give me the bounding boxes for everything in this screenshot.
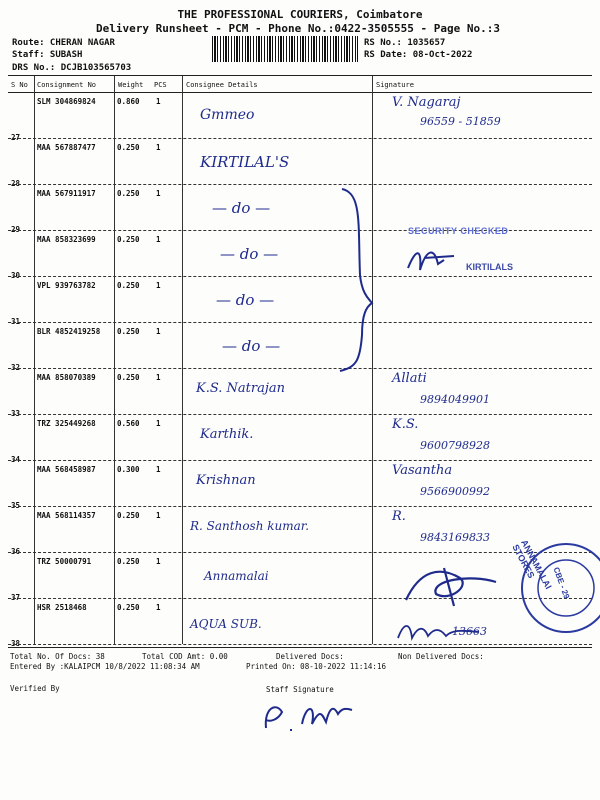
row-weight: 0.300 [117, 465, 140, 474]
header-rule-top [8, 75, 592, 76]
row-weight: 0.250 [117, 189, 140, 198]
col-sno: S No [11, 81, 28, 89]
row-pcs: 1 [156, 97, 161, 106]
kirtilals-stamp: KIRTILALS [466, 262, 513, 272]
row-pcs: 1 [156, 465, 161, 474]
row-signature: V. Nagaraj [392, 95, 461, 110]
row-pcs: 1 [156, 327, 161, 336]
security-signature [404, 240, 460, 276]
col-divider [114, 76, 115, 644]
row-divider [8, 552, 592, 553]
barcode [212, 36, 358, 62]
row-sno: 29 [11, 225, 21, 234]
row-consignment: BLR 4852419258 [37, 327, 101, 336]
delivered-docs: Delivered Docs: [276, 652, 344, 661]
row-consignee: — do — [216, 291, 275, 309]
row-sno: 32 [11, 363, 21, 372]
row-consignment: SLM 304869824 [37, 97, 96, 106]
runsheet-subtitle: Delivery Runsheet - PCM - Phone No.:0422-3505555 - Page No.:3 [96, 22, 500, 35]
row-sno: 28 [11, 179, 21, 188]
row-consignee: Karthik. [200, 427, 254, 442]
row-consignment: HSR 2518468 [37, 603, 87, 612]
row-weight: 0.560 [117, 419, 140, 428]
row-sno: 33 [11, 409, 21, 418]
row-divider [8, 184, 592, 185]
row-pcs: 1 [156, 419, 161, 428]
row-signature: Vasantha [392, 463, 453, 478]
row-pcs: 1 [156, 603, 161, 612]
row-sno: 27 [11, 133, 21, 142]
aqua-signature [394, 618, 484, 644]
staff-signature [256, 694, 366, 738]
row-consignee: — do — [212, 199, 271, 217]
row-weight: 0.250 [117, 511, 140, 520]
row-phone: 9566900992 [420, 485, 490, 498]
row-phone: 9843169833 [420, 531, 490, 544]
company-title: THE PROFESSIONAL COURIERS, Coimbatore [177, 8, 423, 21]
row-consignee: — do — [222, 337, 281, 355]
route-label: Route: CHERAN NAGAR [12, 38, 115, 48]
col-consignment: Consignment No [37, 81, 97, 89]
row-divider [8, 368, 592, 369]
row-weight: 0.860 [117, 97, 140, 106]
row-consignee: K.S. Natrajan [196, 381, 286, 396]
row-weight: 0.250 [117, 235, 140, 244]
row-consignment: TRZ 325449268 [37, 419, 96, 428]
annamalai-stamp-text: ANNAMALAI STORES [510, 538, 554, 591]
col-weight: Weight [118, 81, 144, 89]
header-rule-bottom [8, 92, 592, 93]
row-divider [8, 414, 592, 415]
cbe-stamp-text: CBE - 29 [551, 566, 572, 600]
staff-label: Staff: SUBASH [12, 50, 83, 60]
drs-label: DRS No.: DCJB103565703 [12, 63, 132, 73]
row-pcs: 1 [156, 235, 161, 244]
row-consignment: MAA 858323699 [37, 235, 96, 244]
footer-rule [8, 647, 592, 648]
row-divider [8, 460, 592, 461]
non-delivered-docs: Non Delivered Docs: [398, 652, 484, 661]
brace-mark [336, 185, 376, 375]
row-signature: K.S. [392, 417, 419, 432]
row-pcs: 1 [156, 557, 161, 566]
row-consignment: MAA 568458987 [37, 465, 96, 474]
col-divider [34, 76, 35, 644]
row-consignment: MAA 567911917 [37, 189, 96, 198]
row-consignment: MAA 858070389 [37, 373, 96, 382]
row-pcs: 1 [156, 189, 161, 198]
total-cod: Total COD Amt: 0.00 [142, 652, 228, 661]
row-consignee: R. Santhosh kumar. [190, 519, 310, 533]
row-consignee: Annamalai [204, 569, 269, 583]
row-weight: 0.250 [117, 603, 140, 612]
row-phone: 9600798928 [420, 439, 490, 452]
row-sno: 36 [11, 547, 21, 556]
row-phone: 13663 [452, 625, 487, 638]
row-sno: 38 [11, 639, 21, 648]
verified-by: Verified By [10, 684, 60, 693]
row-pcs: 1 [156, 143, 161, 152]
total-docs: Total No. Of Docs: 38 [10, 652, 105, 661]
row-consignment: MAA 567887477 [37, 143, 96, 152]
row-divider [8, 506, 592, 507]
row-sno: 37 [11, 593, 21, 602]
row-consignee: KIRTILAL'S [200, 153, 290, 171]
row-signature: Allati [392, 371, 427, 386]
row-pcs: 1 [156, 281, 161, 290]
row-weight: 0.250 [117, 327, 140, 336]
rs-date-label: RS Date: 08-Oct-2022 [364, 50, 473, 60]
row-sno: 30 [11, 271, 21, 280]
row-sno: 34 [11, 455, 21, 464]
security-stamp: SECURITY CHECKED [408, 226, 509, 236]
row-weight: 0.250 [117, 373, 140, 382]
col-consignee: Consignee Details [186, 81, 258, 89]
row-sno: 35 [11, 501, 21, 510]
printed-on: Printed On: 08-10-2022 11:14:16 [246, 662, 386, 671]
annamalai-signature [400, 560, 510, 610]
row-divider [8, 138, 592, 139]
row-divider [8, 276, 592, 277]
row-signature: R. [392, 509, 406, 524]
entered-by: Entered By :KALAIPCM 10/8/2022 11:08:34 AM [10, 662, 200, 671]
row-divider [8, 644, 592, 645]
row-consignment: MAA 568114357 [37, 511, 96, 520]
row-consignee: — do — [220, 245, 279, 263]
col-signature: Signature [376, 81, 414, 89]
row-phone: 96559 - 51859 [420, 115, 501, 128]
row-weight: 0.250 [117, 281, 140, 290]
row-consignment: TRZ 50000791 [37, 557, 92, 566]
row-weight: 0.250 [117, 557, 140, 566]
col-pcs: PCS [154, 81, 167, 89]
row-consignment: VPL 939763782 [37, 281, 96, 290]
row-pcs: 1 [156, 511, 161, 520]
row-consignee: Gmmeo [200, 107, 255, 123]
row-consignee: Krishnan [196, 473, 256, 488]
rs-no-label: RS No.: 1035657 [364, 38, 446, 48]
row-sno: 31 [11, 317, 21, 326]
row-pcs: 1 [156, 373, 161, 382]
row-phone: 9894049901 [420, 393, 490, 406]
row-divider [8, 322, 592, 323]
row-consignee: AQUA SUB. [190, 617, 262, 631]
col-divider [182, 76, 183, 644]
row-weight: 0.250 [117, 143, 140, 152]
staff-signature-label: Staff Signature [266, 685, 334, 694]
